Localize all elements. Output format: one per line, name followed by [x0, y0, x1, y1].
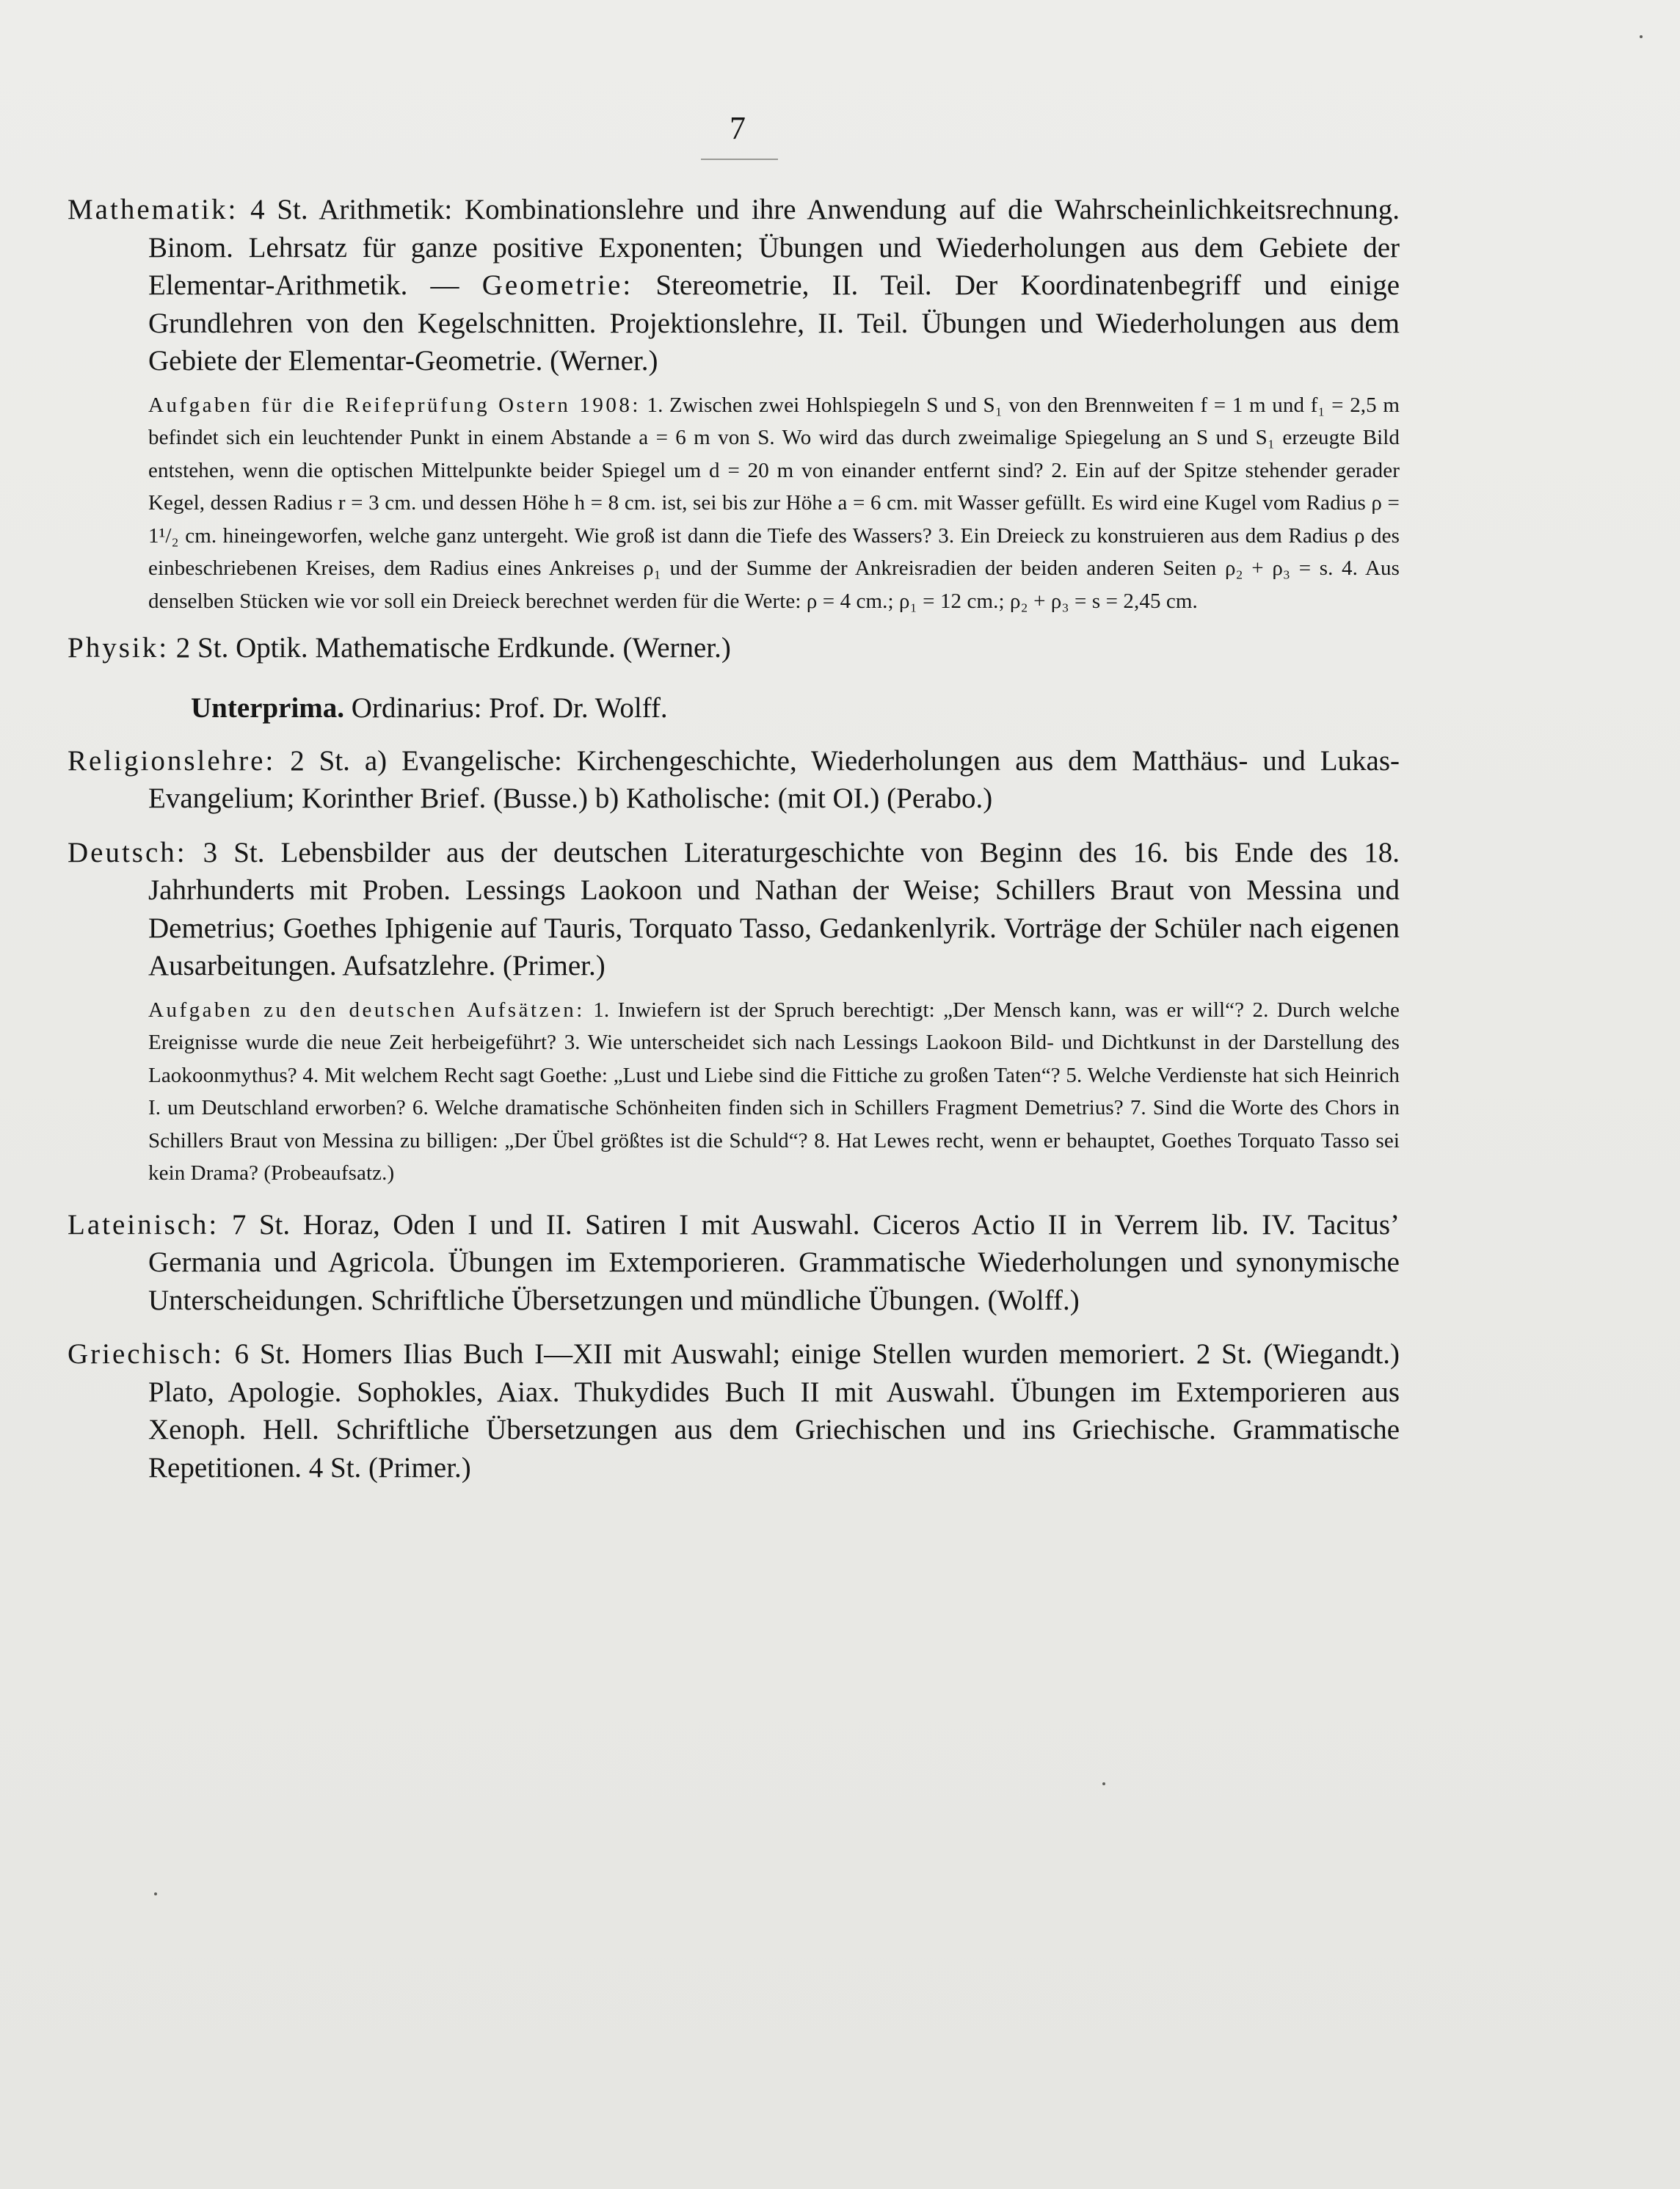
entry-mathematik — [68, 191, 1400, 380]
text-religion: 2 St. a) Evangelische: Kirchengeschichte, Wiederholungen aus dem Matthäus- und Lukas-Evangelium; Korinther Brief. (Busse.) b) Katholische: (mit OI.) (Perabo.) — [148, 744, 1400, 814]
entry-latein — [68, 1206, 1400, 1320]
subject-mathematik: Mathematik: — [68, 194, 239, 225]
note-reifepruefung-text: 1. Zwischen zwei Hohlspiegeln S und S₁ von den Brennweiten f = 1 m und f₁ = 2,5 m befindet sich ein leuchtender Punkt in einem Abstande a = 6 m von S. Wo wird das durch zweimalige Spiegelung an S und S₁ erzeugte Bild entstehen, wenn die optischen Mittelpunkte beider Spiegel um d = 20 m von einander entfernt sind? 2. Ein auf der Spitze stehender gerader Kegel, dessen Radius r = 3 cm. und dessen Höhe h = 8 cm. ist, sei bis zur Höhe a = 6 cm. mit Wasser gefüllt. Es wird eine Kugel vom Radius ρ = 1¹/₂ cm. hineingeworfen, welche ganz untergeht. Wie groß ist dann die Tiefe des Wassers? 3. Ein Dreieck zu konstruieren aus dem Radius ρ des einbeschriebenen Kreises, dem Radius eines Ankreises ρ₁ und der Summe der Ankreisradien der beiden anderen Seiten ρ₂ + ρ₃ = s. 4. Aus denselben Stücken wie vor soll ein Dreieck berechnet werden für die Werte: ρ = 4 cm.; ρ₁ = 12 cm.; ρ₂ + ρ₃ = s = 2,45 cm. — [148, 393, 1400, 613]
scan-speck — [1102, 1782, 1105, 1785]
scan-speck — [1640, 35, 1643, 38]
note-aufsaetze — [68, 994, 1400, 1190]
section-heading-unterprima — [68, 688, 1400, 729]
entry-physik — [68, 629, 1400, 667]
note-aufsaetze-text: 1. Inwiefern ist der Spruch berechtigt: „Der Mensch kann, was er will“? 2. Durch welche Ereignisse wurde die neue Zeit herbeigeführt? 3. Wie unterscheidet sich nach Lessings Laokoon Bild- und Dichtkunst in der Darstellung des Laokoonmythus? 4. Mit welchem Recht sagt Goethe: „Lust und Liebe sind die Fittiche zu großen Taten“? 5. Welche Verdienste hat sich Heinrich I. um Deutschland erworben? 6. Welche dramatische Schönheiten finden sich in Schillers Fragment Demetrius? 7. Sind die Worte des Chors in Schillers Braut von Messina zu billigen: „Der Übel größtes ist die Schuld“? 8. Hat Lewes recht, wenn er behauptet, Goethes Torquato Tasso sei kein Drama? (Probeaufsatz.) — [148, 998, 1400, 1185]
note-reifepruefung-head: Aufgaben für die Reifeprüfung Ostern 1908: — [148, 393, 641, 417]
subject-deutsch: Deutsch: — [68, 836, 187, 868]
note-aufsaetze-head: Aufgaben zu den deutschen Aufsätzen: — [148, 998, 585, 1022]
subject-griechisch: Griechisch: — [68, 1338, 224, 1370]
scan-speck — [154, 1892, 157, 1895]
text-deutsch: 3 St. Lebensbilder aus der deutschen Literaturgeschichte von Beginn des 16. bis Ende des 18. Jahrhunderts mit Proben. Lessings Laokoon und Nathan der Weise; Schillers Braut von Messina und Demetrius; Goethes Iphigenie auf Tauris, Torquato Tasso, Gedankenlyrik. Vorträge der Schüler nach eigenen Ausarbeitungen. Aufsatzlehre. (Primer.) — [148, 836, 1400, 981]
entry-religion — [68, 742, 1400, 818]
note-reifepruefung — [68, 389, 1400, 618]
page-number-rule — [701, 159, 778, 160]
text-latein: 7 St. Horaz, Oden I und II. Satiren I mit Auswahl. Ciceros Actio II in Verrem lib. IV. Tacitus’ Germania und Agricola. Übungen im Extemporieren. Grammatische Wiederholungen und synonymische Unterscheidungen. Schriftliche Übersetzungen und mündliche Übungen. (Wolff.) — [148, 1208, 1400, 1316]
page-number: 7 — [730, 110, 746, 146]
section-title-unterprima: Unterprima. — [191, 691, 345, 724]
text-griechisch: 6 St. Homers Ilias Buch I—XII mit Auswahl; einige Stellen wurden memoriert. 2 St. (Wiegandt.) Plato, Apologie. Sophokles, Aiax. Thukydides Buch II mit Auswahl. Übungen im Extemporieren aus Xenoph. Hell. Schriftliche Übersetzungen aus dem Griechischen und ins Griechische. Grammatische Repetitionen. 4 St. (Primer.) — [148, 1338, 1400, 1484]
entry-griechisch — [68, 1335, 1400, 1486]
text-mathematik-geometrie: Stereometrie, II. Teil. Der Koordinatenbegriff und einige Grundlehren von den Kegelschnitten. Projektionslehre, II. Teil. Übungen und Wiederholungen aus dem Gebiete der Elementar-Geometrie. (Werner.) — [148, 269, 1400, 377]
text-physik: 2 St. Optik. Mathematische Erdkunde. (Werner.) — [169, 632, 731, 664]
subject-geometrie: Geometrie: — [481, 269, 633, 301]
entry-deutsch — [68, 834, 1400, 985]
text-mathematik-arithmetik: 4 St. Arithmetik: Kombinationslehre und ihre Anwendung auf die Wahrscheinlichkeitsrechnung. Binom. Lehrsatz für ganze positive Exponenten; Übungen und Wiederholungen aus dem Gebiete der Elementar-Arithmetik. — — [148, 194, 1400, 301]
page-content — [68, 191, 1400, 1486]
subject-physik: Physik: — [68, 632, 170, 664]
subject-religion: Religionslehre: — [68, 744, 276, 777]
section-ordinarius: Ordinarius: Prof. Dr. Wolff. — [344, 691, 668, 724]
subject-latein: Lateinisch: — [68, 1208, 219, 1241]
